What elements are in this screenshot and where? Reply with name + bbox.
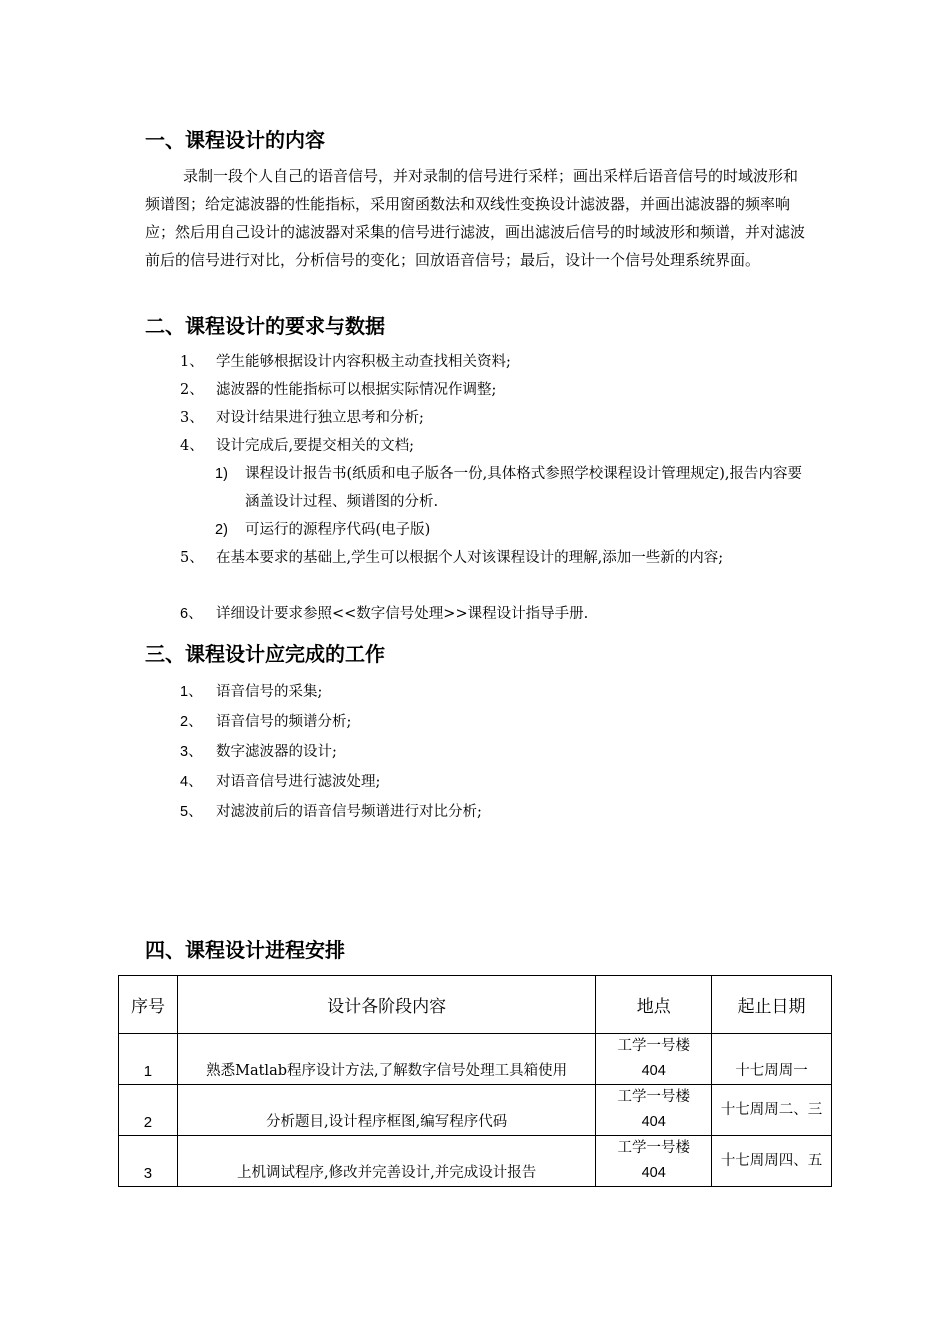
table-row	[119, 1034, 832, 1085]
section-3-heading: 三、课程设计应完成的工作	[145, 642, 385, 666]
requirement-item-6: 6、 详细设计要求参照<<数字信号处理>>课程设计指导手册.	[180, 606, 589, 622]
work-item-4: 4、 对语音信号进行滤波处理;	[180, 774, 381, 790]
row-dates: 十七周周四、五	[712, 1136, 832, 1187]
requirement-subitem-2: 2) 可运行的源程序代码(电子版)	[215, 522, 431, 538]
section-4-heading: 四、课程设计进程安排	[145, 938, 345, 962]
requirement-item-4: 4、 设计完成后,要提交相关的文档;	[180, 438, 414, 454]
row-dates: 十七周周二、三	[712, 1085, 832, 1136]
row-dates: 十七周周一	[712, 1034, 832, 1085]
row-content: 上机调试程序,修改并完善设计,并完成设计报告	[177, 1136, 595, 1187]
work-item-2: 2、 语音信号的频谱分析;	[180, 714, 352, 730]
row-location: 工学一号楼 404	[596, 1034, 712, 1085]
header-content: 设计各阶段内容	[177, 976, 595, 1034]
section-2-heading: 二、课程设计的要求与数据	[145, 314, 385, 338]
section-1-paragraph	[145, 162, 810, 274]
table-row	[119, 1136, 832, 1187]
section-1-heading: 一、课程设计的内容	[145, 128, 325, 152]
row-location: 工学一号楼 404	[596, 1136, 712, 1187]
requirement-item-1: 1、 学生能够根据设计内容积极主动查找相关资料;	[180, 354, 511, 370]
header-dates: 起止日期	[712, 976, 832, 1034]
schedule-table	[118, 975, 832, 1187]
row-no: 2	[119, 1085, 178, 1136]
requirement-item-3: 3、 对设计结果进行独立思考和分析;	[180, 410, 424, 426]
requirement-subitem-1: 1) 课程设计报告书(纸质和电子版各一份,具体格式参照学校课程设计管理规定),报告内容要涵盖设计过程、频谱图的分析.	[215, 466, 803, 510]
row-content: 分析题目,设计程序框图,编写程序代码	[177, 1085, 595, 1136]
table-header-row	[119, 976, 832, 1034]
work-item-5: 5、 对滤波前后的语音信号频谱进行对比分析;	[180, 804, 482, 820]
requirement-item-2: 2、 滤波器的性能指标可以根据实际情况作调整;	[180, 382, 497, 398]
row-location: 工学一号楼 404	[596, 1085, 712, 1136]
table-row	[119, 1085, 832, 1136]
header-no: 序号	[119, 976, 178, 1034]
work-item-3: 3、 数字滤波器的设计;	[180, 744, 337, 760]
work-item-1: 1、 语音信号的采集;	[180, 684, 323, 700]
row-no: 1	[119, 1034, 178, 1085]
row-content: 熟悉Matlab程序设计方法,了解数字信号处理工具箱使用	[177, 1034, 595, 1085]
row-no: 3	[119, 1136, 178, 1187]
section-1-paragraph-text: 录制一段个人自己的语音信号，并对录制的信号进行采样；画出采样后语音信号的时域波形和频谱图；给定滤波器的性能指标，采用窗函数法和双线性变换设计滤波器，并画出滤波器的频率响应；然后用自己设计的滤波器对采集的信号进行滤波，画出滤波后信号的时域波形和频谱，并对滤波前后的信号进行对比，分析信号的变化；回放语音信号；最后，设计一个信号处理系统界面。	[145, 167, 806, 269]
header-location: 地点	[596, 976, 712, 1034]
requirement-item-5: 5、 在基本要求的基础上,学生可以根据个人对该课程设计的理解,添加一些新的内容;	[180, 550, 724, 566]
